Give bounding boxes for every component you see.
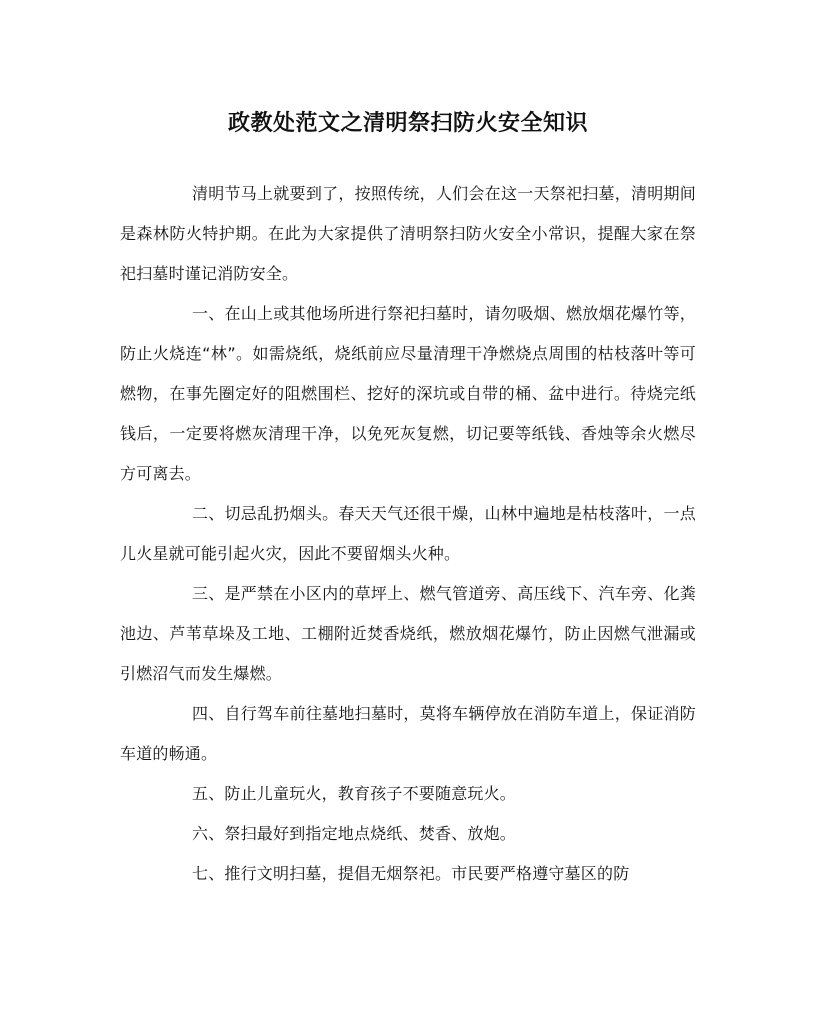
paragraph-item-1: 一、在山上或其他场所进行祭祀扫墓时，请勿吸烟、燃放烟花爆竹等，防止火烧连“林”。如需烧纸，烧纸前应尽量清理干净燃烧点周围的枯枝落叶等可燃物，在事先圈定好的阻燃围栏、挖好的深坑或自带的桶、盆中进行。待烧完纸钱后，一定要将燃灰清理干净，以免死灰复燃，切记要等纸钱、香烛等余火燃尽方可离去。: [120, 304, 696, 483]
document-title: 政教处范文之清明祭扫防火安全知识: [227, 110, 588, 136]
paragraph-item-4: 四、自行驾车前往墓地扫墓时，莫将车辆停放在消防车道上，保证消防车道的畅通。: [120, 704, 696, 763]
paragraph-item-3: 三、是严禁在小区内的草坪上、燃气管道旁、高压线下、汽车旁、化粪池边、芦苇草垛及工地、工棚附近焚香烧纸，燃放烟花爆竹，防止因燃气泄漏或引燃沼气而发生爆燃。: [120, 584, 696, 683]
paragraph-item-2: 二、切忌乱扔烟头。春天天气还很干燥，山林中遍地是枯枝落叶，一点儿火星就可能引起火灾，因此不要留烟头火种。: [120, 504, 696, 563]
paragraph-intro: 清明节马上就要到了，按照传统，人们会在这一天祭祀扫墓，清明期间是森林防火特护期。在此为大家提供了清明祭扫防火安全小常识，提醒大家在祭祀扫墓时谨记消防安全。: [120, 184, 696, 283]
document-body: [120, 174, 696, 894]
paragraph-item-6: 六、祭扫最好到指定地点烧纸、焚香、放炮。: [192, 824, 517, 843]
paragraph-item-5: 五、防止儿童玩火，教育孩子不要随意玩火。: [192, 784, 517, 803]
paragraph-item-7: 七、推行文明扫墓，提倡无烟祭祀。市民要严格遵守墓区的防: [192, 864, 630, 883]
